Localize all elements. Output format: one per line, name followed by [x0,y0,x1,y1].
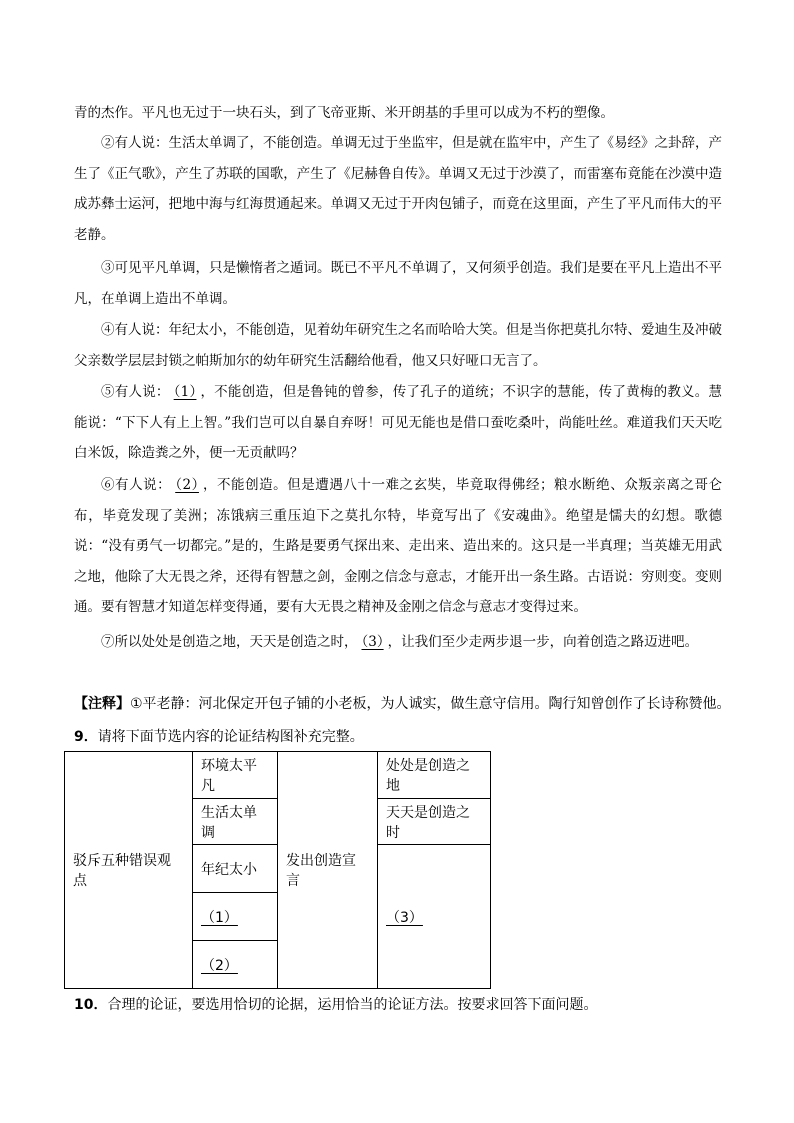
paragraph-6 [74,470,722,623]
question-10-text: 合理的论证，要选用恰切的论据，运用恰当的论证方法。按要求回答下面问题。 [107,997,598,1013]
paragraph-7-post: ，让我们至少走两步退一步，向着创造之路迈进吧。 [387,634,699,650]
question-9-number: 9． [74,729,98,745]
blank-2: （2） [175,477,199,493]
argument-structure-table [64,751,491,989]
mid-item-1: 环境太平凡 [193,752,278,799]
annotation [74,694,734,714]
right-item-2: 天天是创造之时 [378,799,491,845]
paragraph-4: ④有人说：年纪太小，不能创造，见着幼年研究生之名而哈哈大笑。但是当你把莫扎尔特、爱迪生及冲破父亲数学层层封锁之帕斯加尔的幼年研究生活翻给他看，他又只好哑口无言了。 [74,322,722,369]
mid-item-5-cell [193,941,278,989]
mid-item-2: 生活太单调 [193,799,278,845]
question-9-text: 请将下面节选内容的论证结构图补充完整。 [97,729,364,745]
mid-item-5: （2） [201,957,238,974]
paragraph-7-pre: ⑦所以处处是创造之地，天天是创造之时， [101,634,358,650]
paragraph-2: ②有人说：生活太单调了，不能创造。单调无过于坐监牢，但是就在监牢中，产生了《易经》之卦辞，产生了《正气歌》，产生了苏联的国歌，产生了《尼赫鲁自传》。单调又无过于沙漠了，而雷塞布竟能在沙漠中造成苏彝士运河，把地中海与红海贯通起来。单调又无过于开肉包铺子，而竟在这里面，产生了平凡而伟大的平老静。 [74,135,722,243]
paragraph-5-post: ，不能创造，但是鲁钝的曾参，传了孔子的道统；不识字的慧能，传了黄梅的教义。慧能说：“下下人有上上智。”我们岂可以自暴自弃呀！可见无能也是借口蚕吃桑叶，尚能吐丝。难道我们天天吃白米饭，除造粪之外，便一无贡献吗？ [74,384,723,461]
paragraph-5-pre: ⑤有人说： [101,384,170,400]
paragraph-6-post: ，不能创造。但是遭遇八十一难之玄奘，毕竟取得佛经；粮水断绝、众叛亲离之哥仑布，毕竟发现了美洲；冻饿病三重压迫下之莫扎尔特，毕竟写出了《安魂曲》。绝望是懦夫的幻想。歌德说：“没有勇气一切都完。”是的，生路是要勇气探出来、走出来、造出来的。这只是一半真理；当英雄无用武之地，他除了大无畏之斧，还得有智慧之剑，金刚之信念与意志，才能开出一条生路。古语说：穷则变。变则通。要有智慧才知道怎样变得通，要有大无畏之精神及金刚之信念与意志才变得过来。 [74,477,723,615]
table-center-cell: 发出创造宣言 [278,752,378,989]
paragraph-6-pre: ⑥有人说： [101,477,172,493]
paragraph-3: ③可见平凡单调，只是懒惰者之遁词。既已不平凡不单调了，又何须乎创造。我们是要在平凡上造出不平凡，在单调上造出不单调。 [74,260,722,307]
paragraph-7 [74,627,722,658]
mid-item-3: 年纪太小 [193,845,278,893]
mid-item-4: （1） [201,909,238,926]
annotation-label: 【注释】 [74,696,130,712]
table-left-cell: 驳斥五种错误观点 [65,752,193,989]
right-item-1: 处处是创造之地 [378,752,491,799]
right-item-3-cell [378,845,491,989]
question-9 [74,727,734,747]
paragraph-1-continued: 青的杰作。平凡也无过于一块石头，到了飞帝亚斯、米开朗基的手里可以成为不朽的塑像。 [74,105,614,121]
question-10-number: 10． [74,997,108,1013]
paragraph-5 [74,377,722,469]
right-item-3: （3） [386,909,423,926]
question-10 [74,995,734,1015]
mid-item-4-cell [193,893,278,941]
annotation-text: ①平老静：河北保定开包子铺的小老板，为人诚实，做生意守信用。陶行知曾创作了长诗称赞他。 [130,696,731,712]
blank-3: （3） [361,634,384,650]
blank-1: （1） [173,384,197,400]
